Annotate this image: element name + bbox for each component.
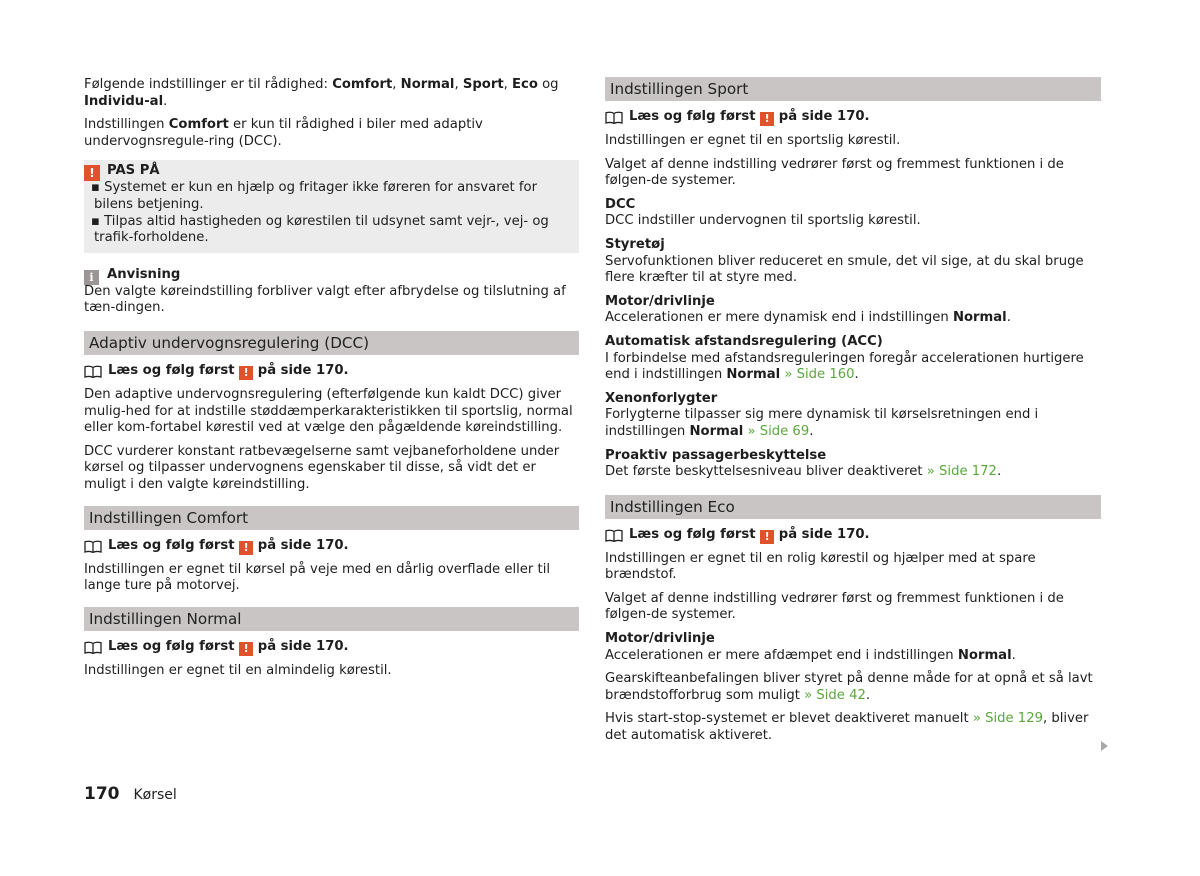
setting-sport: Sport: [462, 77, 504, 92]
text: ,: [392, 77, 401, 92]
sub-steering: [605, 237, 1101, 287]
paragraph: Indstillingen er egnet til en almindelig kørestil.: [84, 662, 392, 678]
read-first-line: [605, 107, 1101, 127]
text: er kun til rådighed i biler med adaptiv undervognsregule-ring (DCC).: [84, 117, 483, 149]
sub-text: [605, 648, 1101, 665]
read-first-text: Læs og følg først: [629, 526, 756, 542]
setting-eco: Eco: [512, 77, 538, 92]
setting-normal: Normal: [689, 423, 744, 439]
page-footer: [84, 786, 177, 808]
text: Hvis start-stop-systemet er blevet deaktiveret manuelt: [605, 711, 973, 727]
text: I forbindelse med afstandsreguleringen foregår accelerationen hurtigere end i indstillingen: [605, 350, 1084, 383]
book-icon: [605, 111, 623, 131]
sub-text: [605, 407, 1101, 440]
setting-individual: Individu-al: [84, 93, 164, 109]
sub-xenon: [605, 391, 1101, 441]
subheading: Proaktiv passagerbeskyttelse: [605, 447, 827, 463]
section-heading-sport: Indstillingen Sport: [605, 77, 1101, 101]
paragraph: DCC vurderer konstant ratbevægelserne samt vejbaneforholdene under kørsel og tilpasser undervognens egenskaber til disse, så vidt det er muligt i den valgte køreindstilling.: [84, 443, 560, 492]
read-first-line: [84, 637, 579, 657]
warning-title-text: PAS PÅ: [107, 163, 160, 179]
warning-icon: !: [760, 530, 774, 544]
text: .: [1011, 647, 1016, 663]
read-first-line: [84, 536, 579, 556]
setting-normal: Normal: [957, 647, 1012, 663]
read-first-text: Læs og følg først: [108, 362, 235, 378]
sub-text: [605, 351, 1101, 384]
read-first-page-ref: på side 170.: [257, 638, 349, 654]
sub-text: [605, 310, 1101, 327]
sub-text: DCC indstiller undervognen til sportslig kørestil.: [605, 213, 921, 229]
setting-normal: Normal: [726, 367, 781, 383]
book-icon: [84, 540, 102, 560]
page-link[interactable]: » Side 42: [804, 687, 866, 703]
page-link[interactable]: » Side 160: [784, 367, 855, 383]
book-icon: [84, 365, 102, 385]
chapter-title: Kørsel: [133, 787, 177, 803]
book-icon: [605, 529, 623, 549]
sub-dcc: [605, 197, 1101, 230]
warning-icon: !: [760, 112, 774, 126]
sub-passenger-protection: [605, 448, 1101, 481]
section-heading-eco: Indstillingen Eco: [605, 495, 1101, 519]
note-title: [84, 265, 579, 284]
text: og: [537, 77, 559, 92]
read-first-text: Læs og følg først: [108, 638, 235, 654]
warning-box: [84, 160, 579, 252]
read-first-text: Læs og følg først: [629, 109, 756, 124]
paragraph: [605, 671, 1101, 704]
section-heading-comfort: Indstillingen Comfort: [84, 506, 579, 530]
read-first-page-ref: på side 170.: [778, 109, 870, 124]
book-icon: [84, 641, 102, 661]
text: .: [163, 93, 168, 109]
subheading: Automatisk afstandsregulering (ACC): [605, 333, 883, 349]
warning-icon: !: [239, 642, 253, 656]
warning-icon: !: [84, 165, 100, 181]
next-page-arrow-icon: [1101, 741, 1108, 751]
text: Det første beskyttelsesniveau bliver deaktiveret: [605, 464, 927, 480]
subheading: Motor/drivlinje: [605, 293, 715, 309]
subheading: DCC: [605, 196, 636, 212]
note-text: Den valgte køreindstilling forbliver valgt efter afbrydelse og tilslutning af tæn-dingen.: [84, 283, 566, 316]
text: .: [865, 687, 871, 703]
paragraph: Indstillingen er egnet til en rolig kørestil og hjælper med at spare brændstof.: [605, 550, 1036, 583]
section-heading-normal: Indstillingen Normal: [84, 607, 579, 631]
text: Gearskifteanbefalingen bliver styret på denne måde for at opnå et så lavt brændstofforbrug som muligt: [605, 671, 1093, 703]
setting-normal: Normal: [952, 310, 1007, 326]
read-first-page-ref: på side 170.: [257, 362, 349, 378]
paragraph: Den adaptive undervognsregulering (efterfølgende kun kaldt DCC) giver mulig-hed for at indstille støddæmperkarakteristikken til sportslig, normal eller kom-fortabel kørestil ved at vælge den pågældende køreindstilling.: [84, 386, 573, 436]
text: Accelerationen er mere afdæmpet end i indstillingen: [605, 647, 958, 663]
info-icon: i: [84, 270, 99, 285]
warning-item: ▪ Systemet er kun en hjælp og fritager ikke føreren for ansvaret for bilens betjening.: [91, 180, 538, 212]
read-first-line: [84, 361, 579, 381]
page-link[interactable]: » Side 69: [747, 423, 810, 439]
warning-icon: !: [239, 366, 253, 380]
read-first-text: Læs og følg først: [108, 537, 235, 553]
text: .: [809, 423, 814, 439]
text: Indstillingen: [84, 117, 169, 133]
read-first-page-ref: på side 170.: [257, 537, 349, 553]
text: , bliver det automatisk aktiveret.: [605, 711, 1089, 744]
setting-comfort: Comfort: [168, 117, 229, 133]
subheading: Xenonforlygter: [605, 390, 718, 406]
text: .: [1006, 310, 1011, 326]
note-box: [84, 265, 579, 317]
text: Følgende indstillinger er til rådighed:: [84, 77, 333, 92]
warning-icon: !: [239, 541, 253, 555]
paragraph: [605, 711, 1101, 744]
text: .: [996, 464, 1002, 480]
sub-acc: [605, 334, 1101, 384]
intro-paragraph-2: [84, 117, 579, 150]
text: Forlygterne tilpasser sig mere dynamisk til kørselsretningen end i indstillingen: [605, 407, 1039, 439]
subheading: Motor/drivlinje: [605, 631, 715, 647]
left-column: [84, 77, 579, 686]
right-column: [605, 77, 1101, 752]
setting-comfort: Comfort: [332, 77, 393, 92]
page-link[interactable]: » Side 172: [926, 464, 997, 480]
text: ,: [454, 77, 463, 92]
sub-text: [605, 464, 1101, 481]
read-first-line: [605, 525, 1101, 545]
read-first-page-ref: på side 170.: [778, 526, 870, 542]
warning-item: ▪ Tilpas altid hastigheden og kørestilen til udsynet samt vejr-, vej- og trafik-forholdene.: [91, 213, 549, 246]
text: .: [854, 367, 859, 383]
setting-normal: Normal: [400, 77, 455, 92]
paragraph: Indstillingen er egnet til en sportslig kørestil.: [605, 133, 901, 148]
text: ,: [503, 77, 513, 92]
subheading: Styretøj: [605, 236, 665, 252]
sub-text: Servofunktionen bliver reduceret en smule, det vil sige, at du skal bruge flere kræfter til at styre med.: [605, 253, 1084, 286]
page-link[interactable]: » Side 129: [972, 711, 1043, 727]
page-number: 170: [84, 784, 120, 804]
note-title-text: Anvisning: [107, 266, 181, 282]
paragraph: Valget af denne indstilling vedrører først og fremmest funktionen i de følgen-de systemer.: [605, 590, 1064, 623]
warning-title: [84, 161, 572, 180]
paragraph: Valget af denne indstilling vedrører først og fremmest funktionen i de følgen-de systemer.: [605, 156, 1064, 189]
paragraph: Indstillingen er egnet til kørsel på veje med en dårlig overflade eller til lange ture på motorvej.: [84, 561, 551, 594]
intro-paragraph-1: [84, 77, 579, 110]
text: Accelerationen er mere dynamisk end i indstillingen: [605, 310, 953, 326]
sub-motor: [605, 631, 1101, 664]
section-heading-dcc: Adaptiv undervognsregulering (DCC): [84, 331, 579, 355]
sub-motor: [605, 294, 1101, 327]
